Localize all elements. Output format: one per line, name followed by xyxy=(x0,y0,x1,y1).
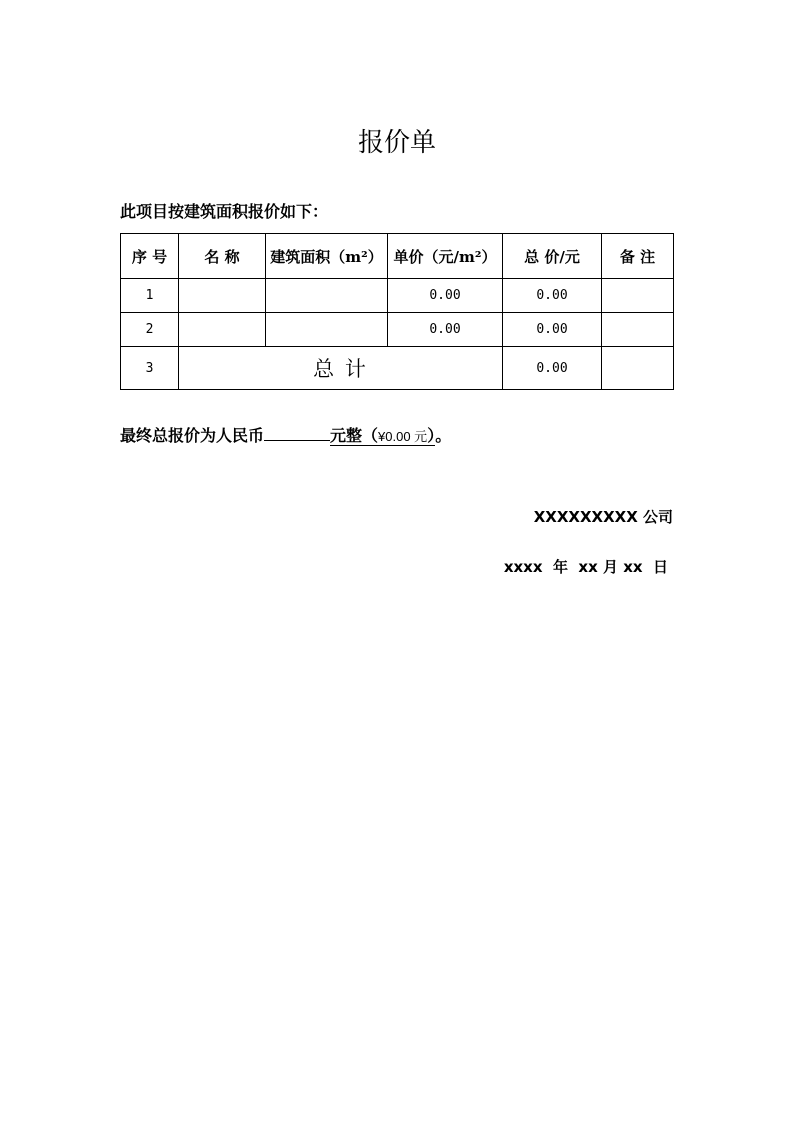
cell-unit-price: 0.00 xyxy=(388,279,503,313)
intro-text: 此项目按建筑面积报价如下： xyxy=(120,202,329,221)
table-row xyxy=(121,279,674,313)
amount-blank-line xyxy=(264,422,330,441)
final-quote-suffix: 元整（ xyxy=(330,426,379,445)
cell-area xyxy=(266,313,388,347)
table-row xyxy=(121,313,674,347)
cell-unit-price: 0.00 xyxy=(388,313,503,347)
cell-name xyxy=(179,279,266,313)
cell-no: 2 xyxy=(121,313,179,347)
total-row xyxy=(121,347,674,390)
cell-total-price: 0.00 xyxy=(503,279,602,313)
quote-table xyxy=(120,233,674,390)
date-line: xxxx 年 xx 月 xx 日 xyxy=(503,558,668,576)
cell-remark xyxy=(602,313,674,347)
page-title: 报价单 xyxy=(357,128,436,158)
header-area: 建筑面积（m²） xyxy=(266,234,388,279)
final-quote-close: ） xyxy=(427,426,436,445)
final-quote-amount: ¥0.00 元 xyxy=(378,429,428,444)
final-quote-line xyxy=(120,422,451,449)
cell-total-price: 0.00 xyxy=(503,313,602,347)
table-header-row xyxy=(121,234,674,279)
final-quote-end: 。 xyxy=(435,426,452,445)
company-name: XXXXXXXXX 公司 xyxy=(533,508,673,526)
total-label: 总 计 xyxy=(179,347,503,390)
header-name: 名 称 xyxy=(179,234,266,279)
header-remark: 备 注 xyxy=(602,234,674,279)
cell-remark xyxy=(602,279,674,313)
cell-no: 1 xyxy=(121,279,179,313)
header-unit-price: 单价（元/m²） xyxy=(388,234,503,279)
cell-grand-total: 0.00 xyxy=(503,347,602,390)
cell-no: 3 xyxy=(121,347,179,390)
final-quote-underlined xyxy=(330,426,435,446)
header-no: 序 号 xyxy=(121,234,179,279)
cell-name xyxy=(179,313,266,347)
final-quote-prefix: 最终总报价为人民币 xyxy=(120,426,265,445)
header-total-price: 总 价/元 xyxy=(503,234,602,279)
cell-area xyxy=(266,279,388,313)
cell-remark xyxy=(602,347,674,390)
